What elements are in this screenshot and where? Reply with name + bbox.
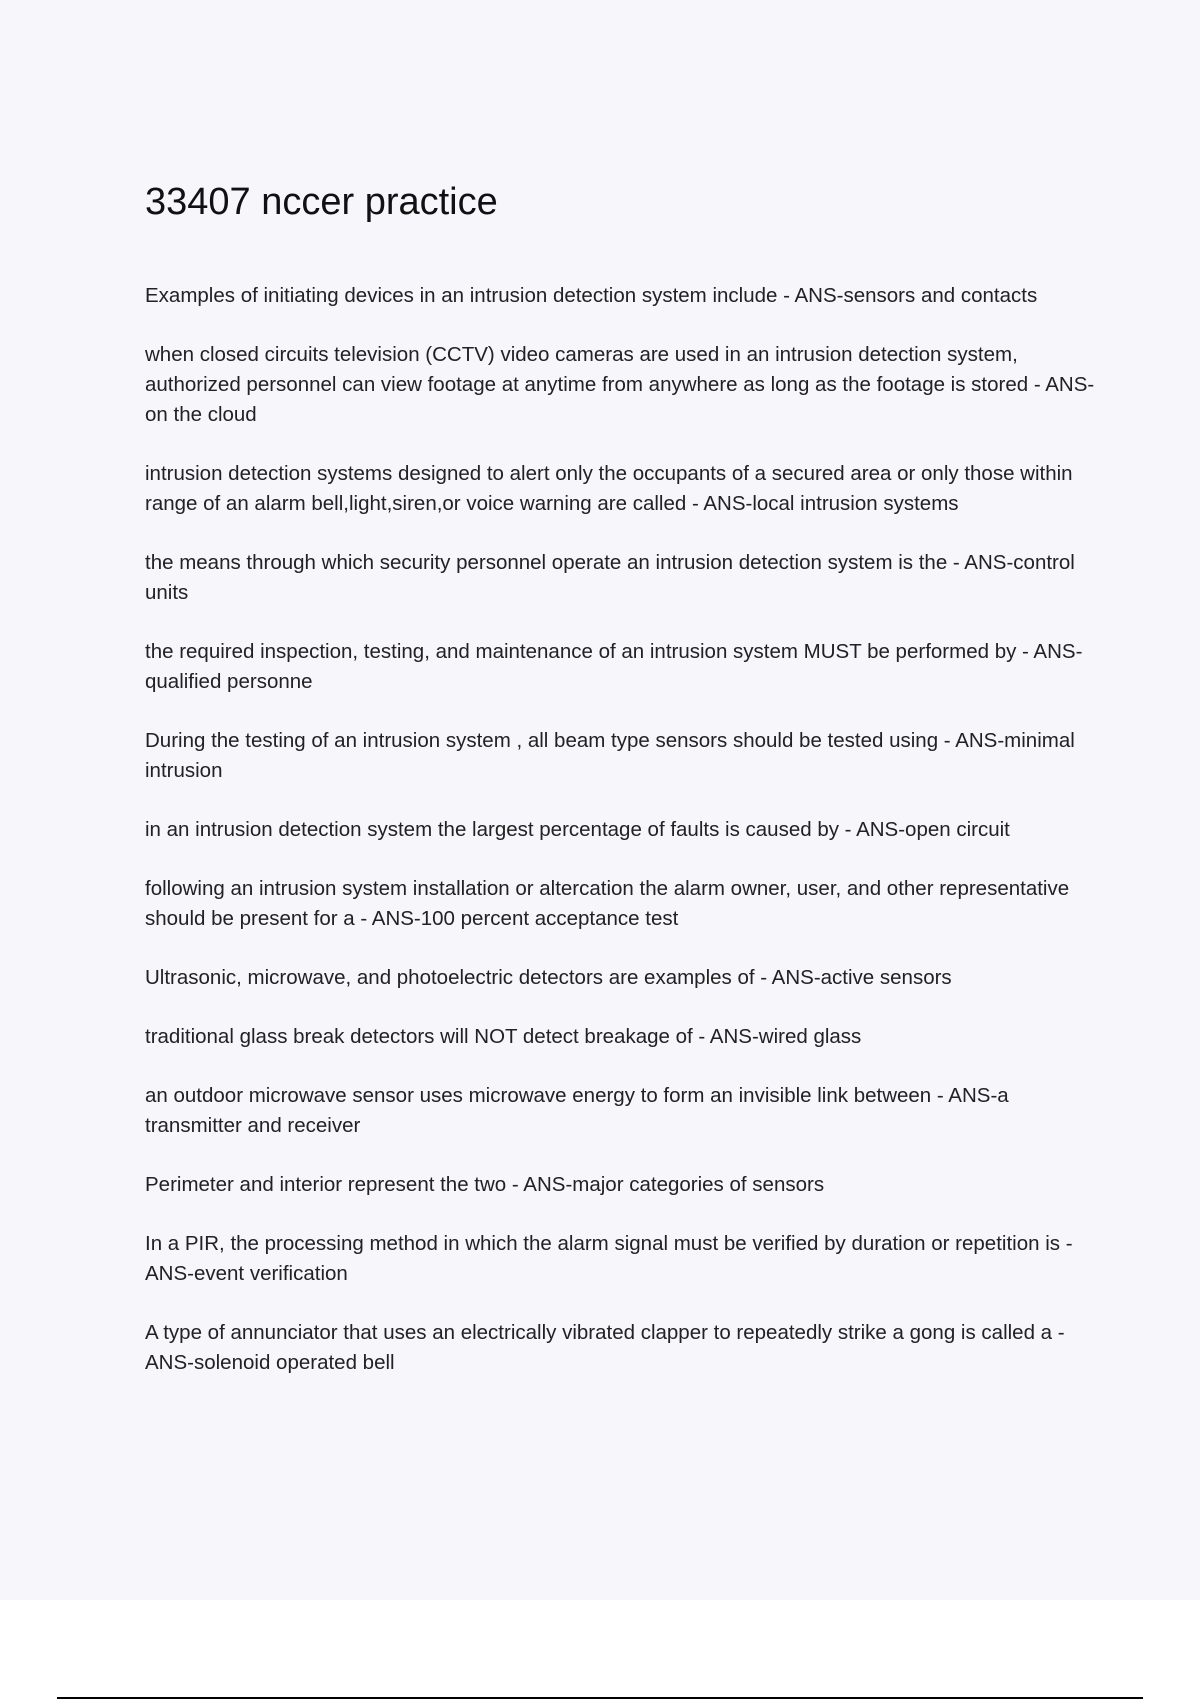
qa-item: A type of annunciator that uses an electrically vibrated clapper to repeatedly strike a gong is called a - ANS-solenoid operated bell [145, 1320, 1065, 1374]
qa-item: traditional glass break detectors will NOT detect breakage of - ANS-wired glass [145, 1024, 862, 1048]
qa-item: when closed circuits television (CCTV) video cameras are used in an intrusion detection system, authorized personnel can view footage at anytime from anywhere as long as the footage is stored - ANS-on the cloud [145, 342, 1095, 426]
qa-item: Perimeter and interior represent the two - ANS-major categories of sensors [145, 1172, 825, 1196]
qa-item: the means through which security personnel operate an intrusion detection system is the - ANS-control units [145, 550, 1075, 604]
document-title: 33407 nccer practice [145, 181, 498, 223]
qa-item: Examples of initiating devices in an intrusion detection system include - ANS-sensors and contacts [145, 283, 1038, 307]
qa-item: an outdoor microwave sensor uses microwave energy to form an invisible link between - ANS-a transmitter and receiver [145, 1083, 1009, 1137]
qa-item: During the testing of an intrusion system , all beam type sensors should be tested using - ANS-minimal intrusion [145, 728, 1075, 782]
qa-item: following an intrusion system installation or altercation the alarm owner, user, and other representative should be present for a - ANS-100 percent acceptance test [145, 876, 1070, 930]
qa-item: the required inspection, testing, and maintenance of an intrusion system MUST be performed by - ANS-qualified personne [145, 639, 1083, 693]
qa-item: in an intrusion detection system the largest percentage of faults is caused by - ANS-open circuit [145, 817, 1010, 841]
footer-divider [57, 1697, 1143, 1699]
document-content [145, 180, 1095, 1407]
qa-item: intrusion detection systems designed to alert only the occupants of a secured area or only those within range of an alarm bell,light,siren,or voice warning are called - ANS-local intrusion systems [145, 461, 1073, 515]
qa-item: Ultrasonic, microwave, and photoelectric detectors are examples of - ANS-active sensors [145, 965, 952, 989]
qa-item: In a PIR, the processing method in which the alarm signal must be verified by duration or repetition is - ANS-event verification [145, 1231, 1073, 1285]
